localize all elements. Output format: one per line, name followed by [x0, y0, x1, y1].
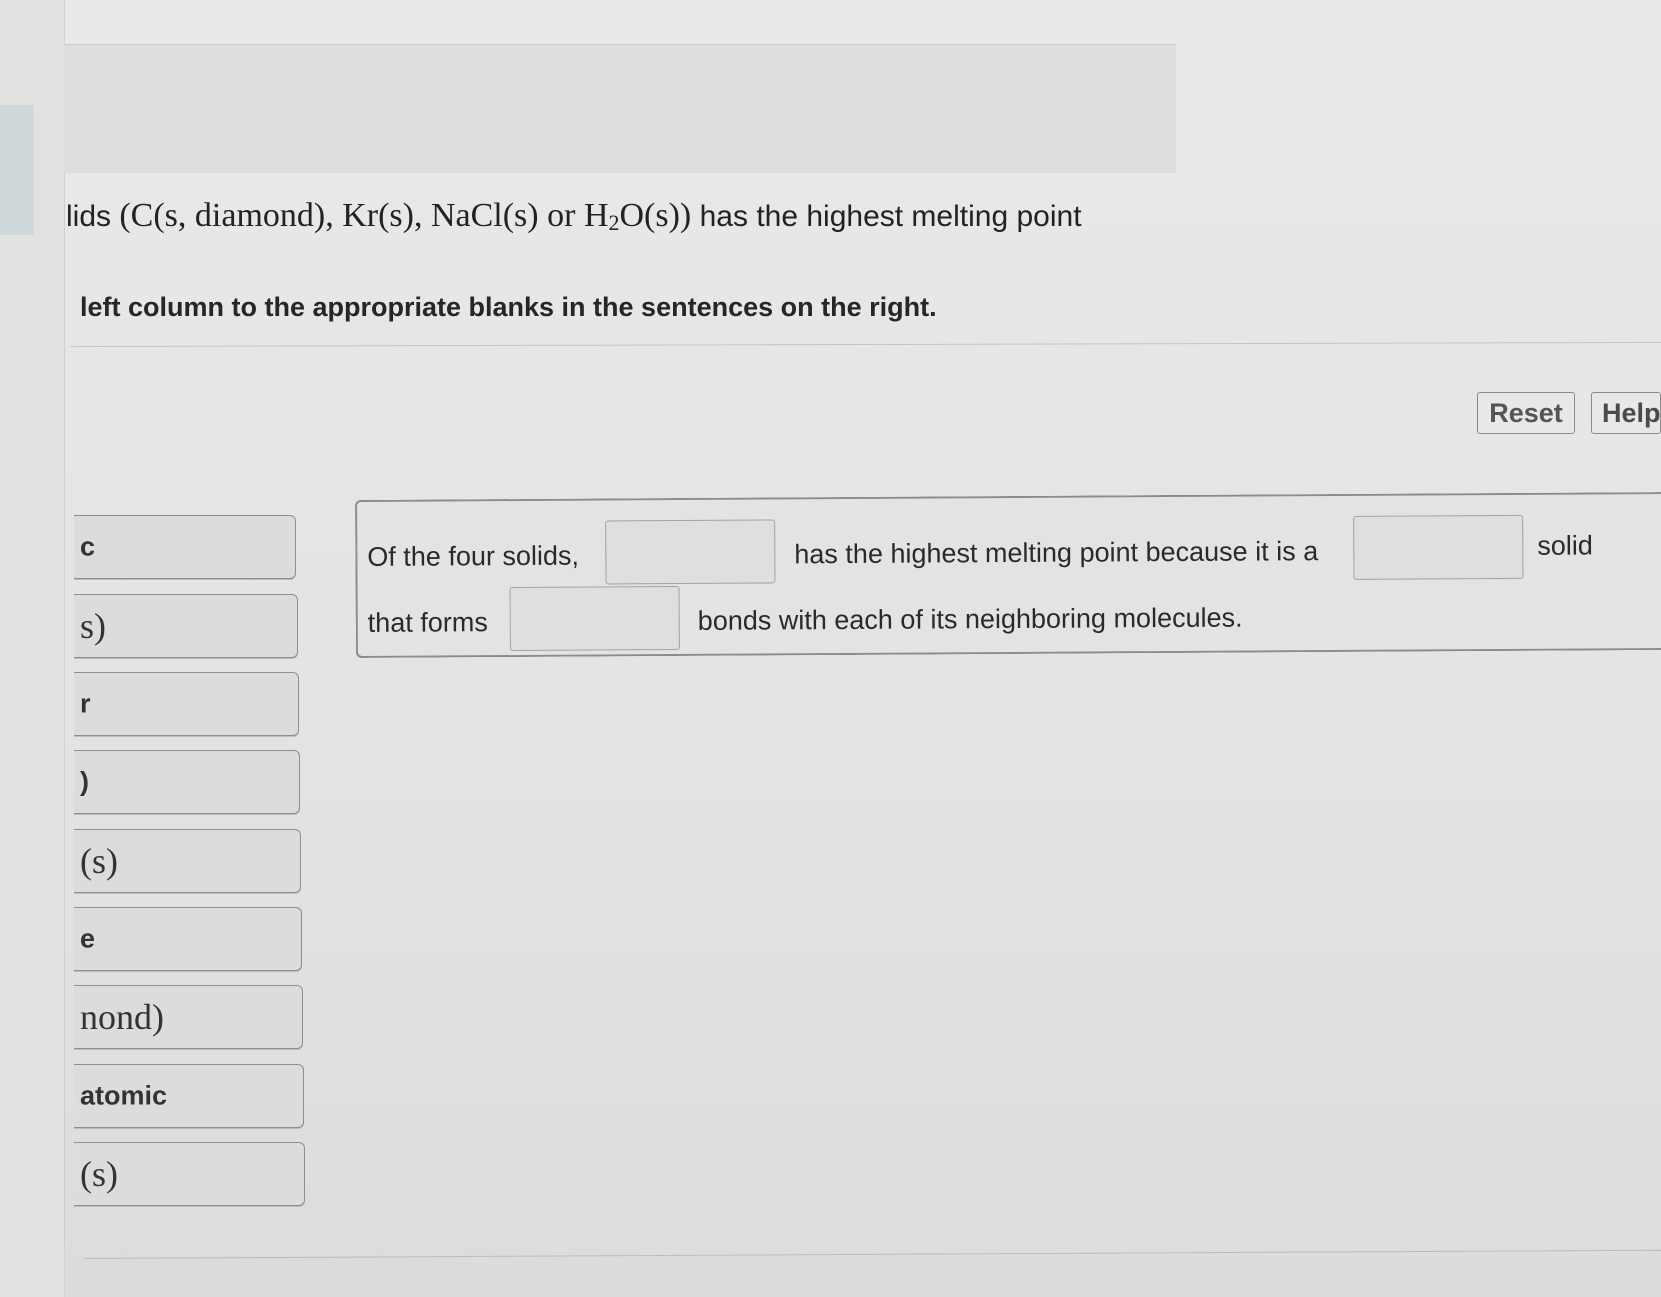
drag-label-2[interactable] [74, 594, 298, 658]
sentence-part-3: solid [1537, 530, 1593, 561]
sentence-part-1: Of the four solids, [367, 540, 580, 572]
help-button[interactable]: Help [1591, 392, 1661, 434]
drag-label-text: c [80, 531, 96, 562]
drag-label-text: nond) [80, 997, 164, 1037]
question-text [66, 190, 1206, 249]
drag-label-5[interactable] [74, 829, 301, 893]
instruction-divider [70, 342, 1661, 347]
drop-blank-1[interactable] [605, 519, 775, 584]
question-formula-main: (C(s, diamond), Kr(s), NaCl(s) or H [119, 197, 609, 234]
sentence-part-2: has the highest melting point because it is a [794, 536, 1319, 570]
drop-blank-2[interactable] [1353, 515, 1523, 580]
drag-label-8[interactable] [74, 1064, 304, 1128]
drag-label-text: ) [80, 766, 89, 797]
drag-label-3[interactable] [74, 672, 299, 736]
drop-blank-3[interactable] [510, 586, 680, 651]
question-formula-subscript: 2 [608, 210, 620, 235]
question-formula [119, 197, 691, 234]
drag-label-1[interactable] [74, 515, 296, 579]
drag-label-7[interactable] [74, 985, 303, 1049]
instruction-text: left column to the appropriate blanks in the sentences on the right. [80, 292, 937, 322]
drag-label-text: (s) [80, 1154, 118, 1194]
question-formula-end: O(s)) [619, 197, 692, 234]
bottom-divider [84, 1250, 1661, 1259]
left-side-tab[interactable] [0, 105, 34, 235]
drag-label-4[interactable] [74, 750, 300, 814]
sentence-part-4: that forms [367, 607, 488, 638]
drag-label-text: s) [80, 606, 106, 646]
question-prefix: lids [66, 200, 112, 233]
drag-label-6[interactable] [74, 907, 302, 971]
sentence-part-5: bonds with each of its neighboring molecules. [697, 602, 1243, 636]
drag-label-9[interactable] [74, 1142, 305, 1206]
drag-label-text: e [80, 923, 96, 954]
drag-label-text: (s) [80, 841, 118, 881]
header-band [64, 45, 1176, 173]
drag-label-text: atomic [80, 1080, 168, 1111]
reset-button[interactable]: Reset [1477, 392, 1575, 434]
drag-label-text: r [80, 688, 91, 719]
sentence-area [355, 492, 1661, 658]
question-suffix: has the highest melting point [699, 200, 1082, 233]
